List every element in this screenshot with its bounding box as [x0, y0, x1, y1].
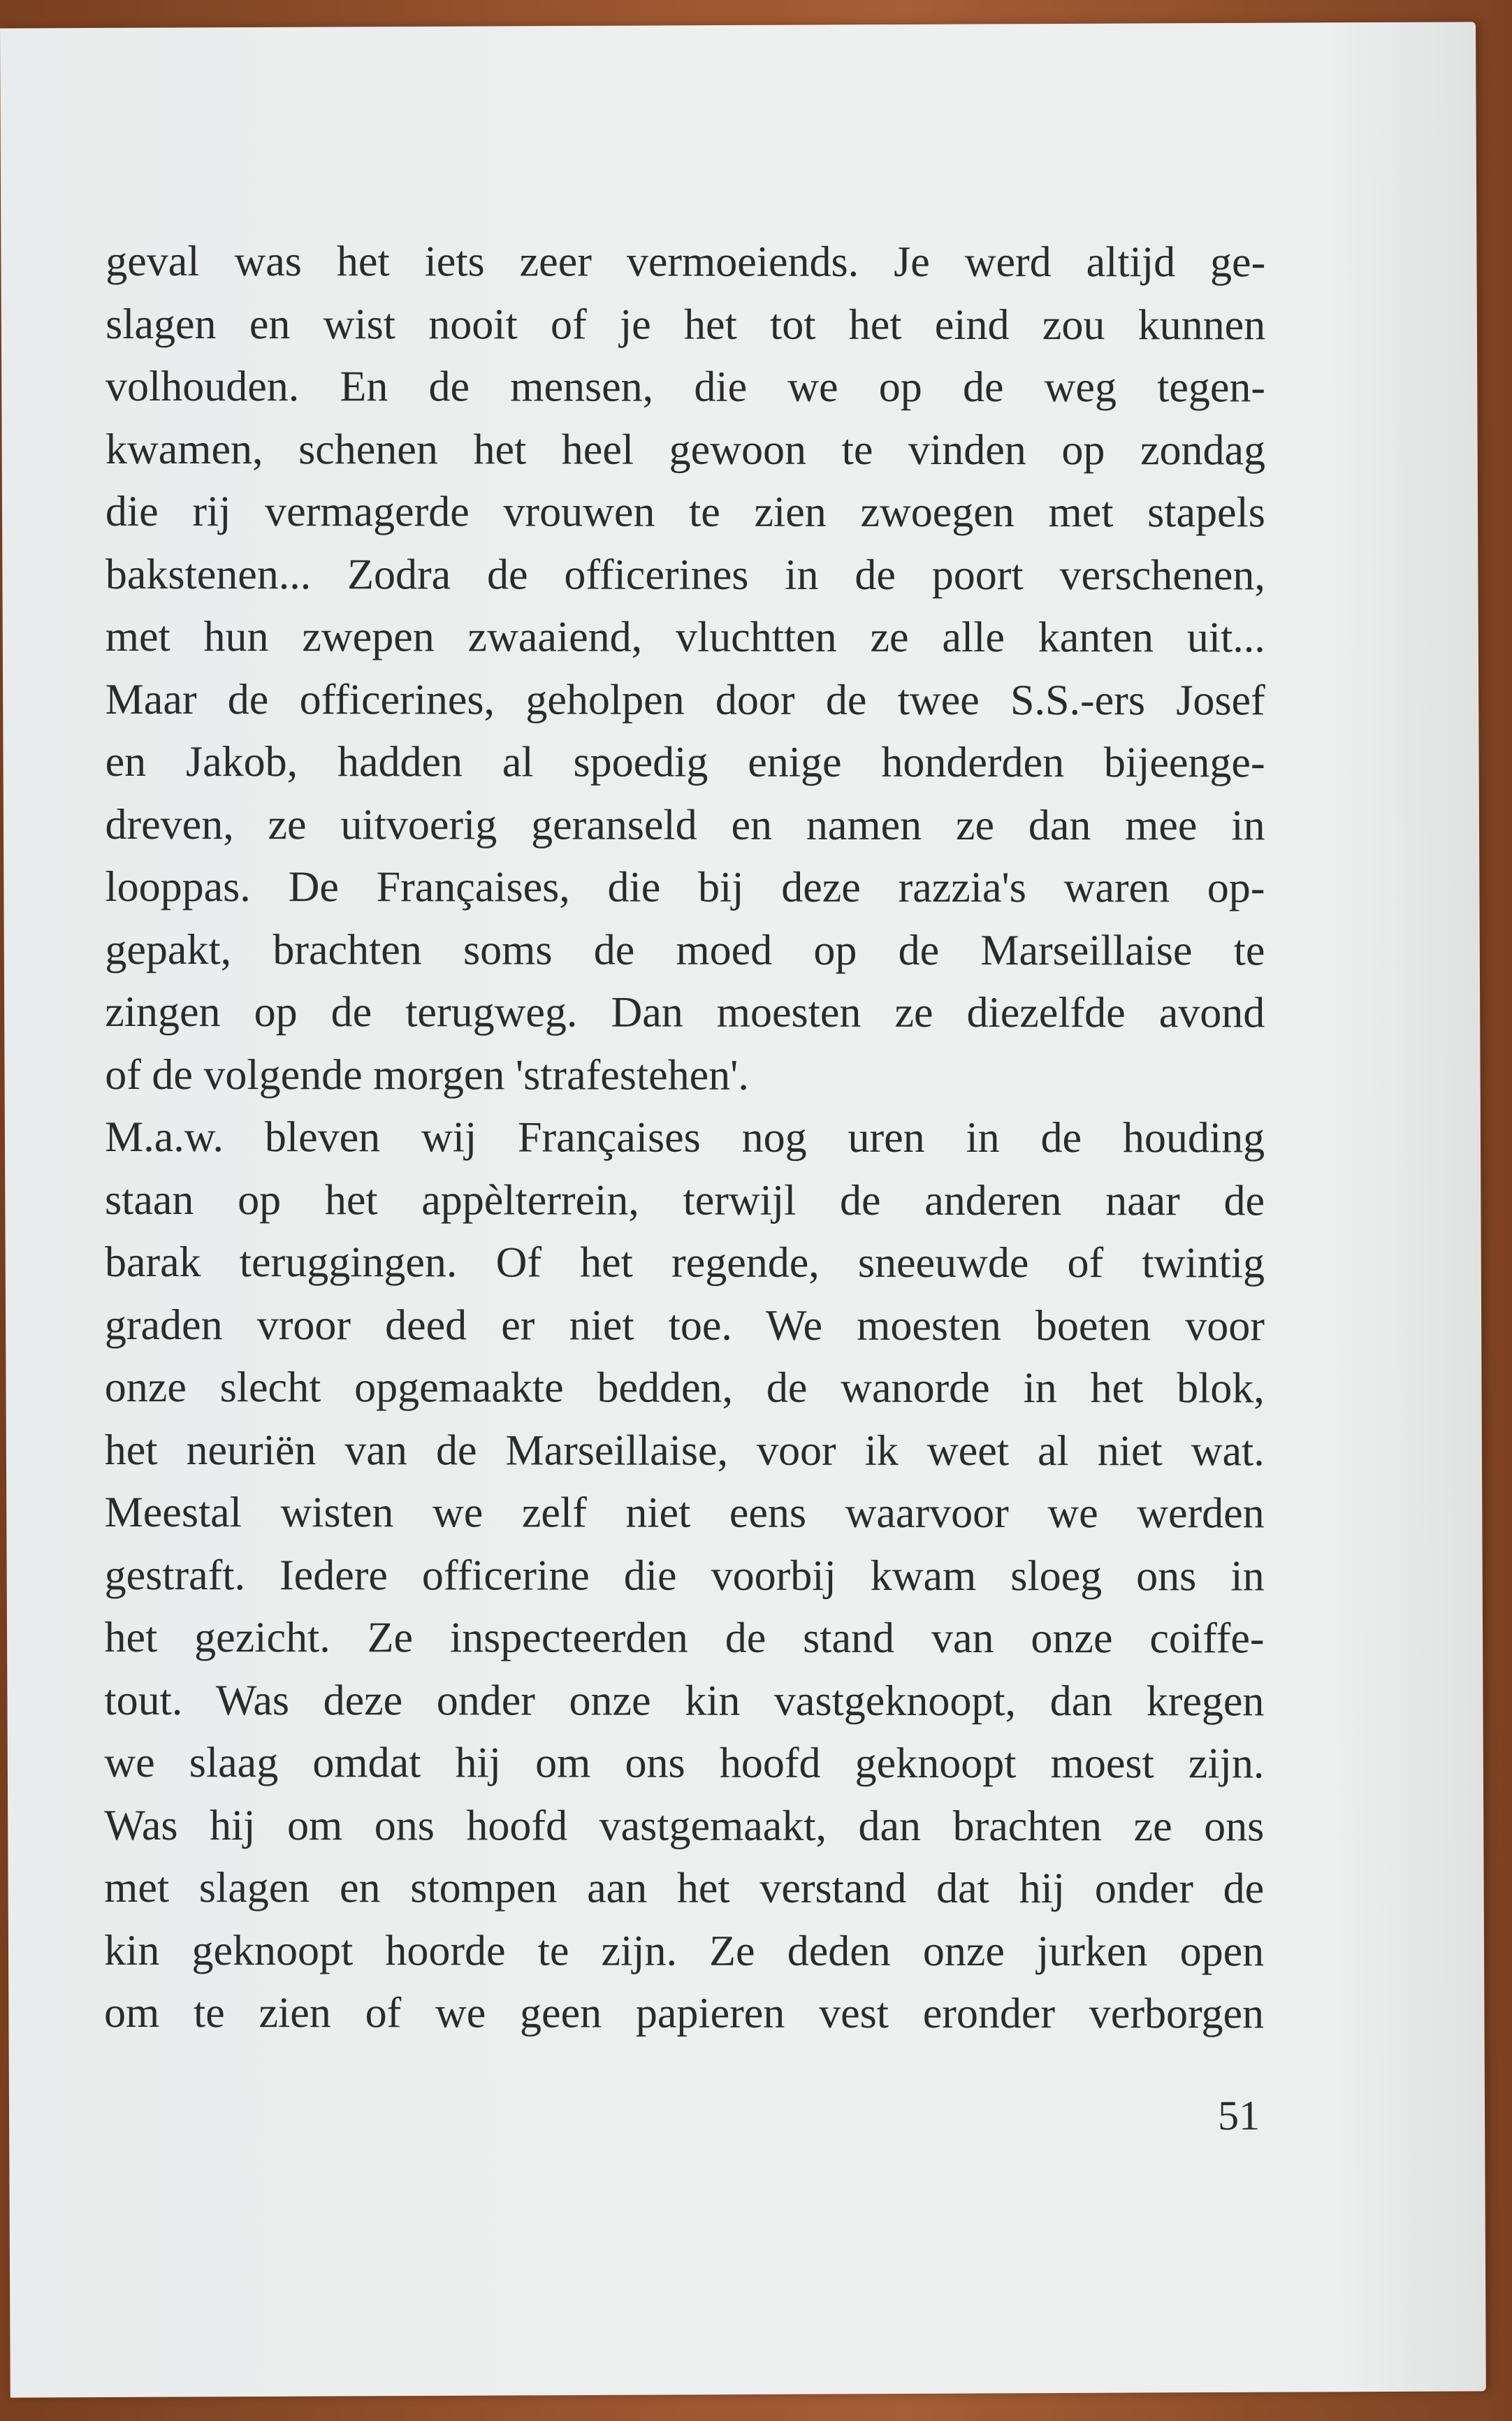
text-line: tout. Was deze onder onze kin vastgeknoopt, dan kregen — [104, 1676, 1265, 1725]
body-text — [104, 231, 1265, 2046]
page-number: 51 — [1217, 2092, 1260, 2139]
text-line: het neuriën van de Marseillaise, voor ik weet al niet wat. — [104, 1426, 1265, 1475]
text-line: zingen op de terugweg. Dan moesten ze diezelfde avond — [105, 988, 1265, 1037]
text-line: slagen en wist nooit of je het tot het eind zou kunnen — [106, 300, 1266, 349]
text-line: staan op het appèlterrein, terwijl de anderen naar de — [105, 1176, 1265, 1224]
text-line: gestraft. Iedere officerine die voorbij kwam sloeg ons in — [104, 1551, 1265, 1600]
text-line: bakstenen... Zodra de officerines in de poort verschenen, — [105, 550, 1265, 599]
text-line: het gezicht. Ze inspecteerden de stand van onze coiffe- — [104, 1613, 1265, 1663]
text-line: met hun zwepen zwaaiend, vluchtten ze alle kanten uit... — [105, 612, 1265, 662]
text-line: kwamen, schenen het heel gewoon te vinden op zondag — [105, 425, 1266, 474]
text-line: die rij vermagerde vrouwen te zien zwoegen met stapels — [105, 487, 1265, 537]
text-line: graden vroor deed er niet toe. We moesten boeten voor — [104, 1301, 1265, 1350]
text-line: Meestal wisten we zelf niet eens waarvoor we werden — [104, 1488, 1265, 1538]
text-line: dreven, ze uitvoerig geranseld en namen ze dan mee in — [105, 800, 1265, 849]
text-line: of de volgende morgen 'strafestehen'. — [105, 1050, 749, 1099]
book-page — [0, 22, 1486, 2397]
text-line: M.a.w. bleven wij Françaises nog uren in de houding — [105, 1113, 1265, 1162]
text-line: met slagen en stompen aan het verstand dat hij onder de — [104, 1863, 1265, 1913]
text-line: geval was het iets zeer vermoeiends. Je werd altijd ge- — [106, 237, 1266, 287]
text-line: volhouden. En de mensen, die we op de weg tegen- — [106, 362, 1266, 412]
text-line: en Jakob, hadden al spoedig enige honderden bijeenge- — [105, 737, 1265, 787]
text-line: Was hij om ons hoofd vastgemaakt, dan brachten ze ons — [104, 1801, 1265, 1850]
text-line: we slaag omdat hij om ons hoofd geknoopt moest zijn. — [104, 1738, 1265, 1788]
text-line: gepakt, brachten soms de moed op de Marseillaise te — [105, 925, 1265, 974]
text-line: om te zien of we geen papieren vest eronder verborgen — [104, 1988, 1265, 2038]
text-line: looppas. De Françaises, die bij deze razzia's waren op- — [105, 862, 1265, 912]
text-line: Maar de officerines, geholpen door de twee S.S.-ers Josef — [105, 675, 1265, 724]
text-line: kin geknoopt hoorde te zijn. Ze deden onze jurken open — [104, 1926, 1265, 1975]
text-line: barak teruggingen. Of het regende, sneeuwde of twintig — [104, 1238, 1265, 1287]
text-line: onze slecht opgemaakte bedden, de wanorde in het blok, — [104, 1363, 1265, 1412]
